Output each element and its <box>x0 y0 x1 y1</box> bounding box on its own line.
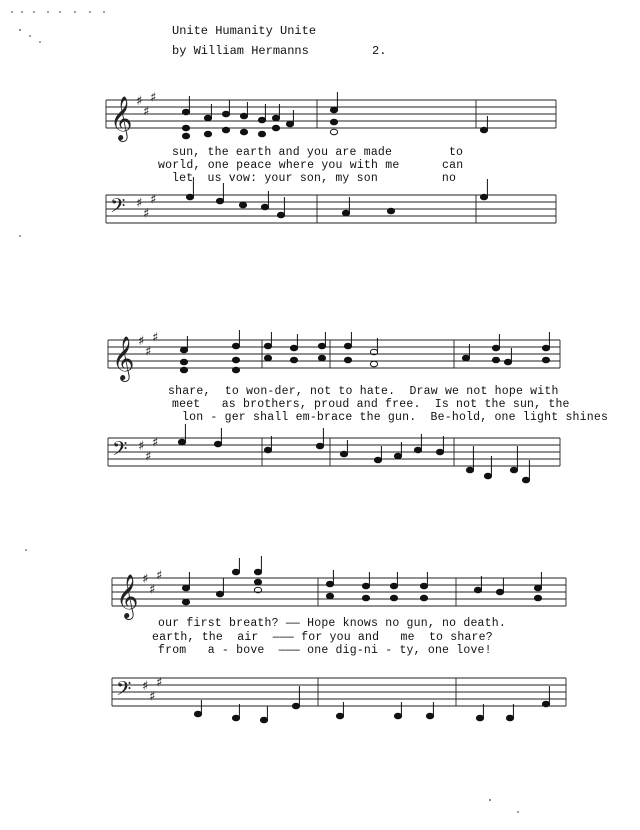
sharp-sign: ♯ <box>145 449 152 465</box>
note-head <box>216 198 223 204</box>
note-head <box>182 109 189 115</box>
note-head <box>254 569 261 575</box>
system-2-lyric-verse-1: share, to won-der, not to hate. Draw we not hope with <box>168 385 559 398</box>
note-head <box>232 569 239 575</box>
note-head <box>330 129 337 135</box>
note-head <box>264 355 271 361</box>
note-head <box>510 467 517 473</box>
note-head <box>260 717 267 723</box>
note-head <box>534 595 541 601</box>
note-head <box>194 711 201 717</box>
note-head <box>178 439 185 445</box>
note-head <box>182 585 189 591</box>
note-head <box>542 701 549 707</box>
note-head <box>390 583 397 589</box>
note-head <box>292 703 299 709</box>
sharp-sign: ♯ <box>149 582 156 598</box>
note-head <box>330 119 337 125</box>
sharp-sign: ♯ <box>136 196 143 211</box>
sharp-sign: ♯ <box>143 104 150 120</box>
note-head <box>182 133 189 139</box>
system-2-bass-staff <box>108 436 560 467</box>
note-head <box>480 127 487 133</box>
note-head <box>522 477 529 483</box>
note-head <box>496 589 503 595</box>
note-head <box>394 453 401 459</box>
bass-clef: 𝄢 <box>112 437 128 465</box>
note-head <box>232 357 239 363</box>
note-head <box>420 583 427 589</box>
note-head <box>258 117 265 123</box>
note-head <box>180 347 187 353</box>
system-1-bass-staff <box>106 193 556 224</box>
note-head <box>466 467 473 473</box>
note-head <box>180 359 187 365</box>
treble-clef: 𝄞 <box>112 336 135 380</box>
note-head <box>326 593 333 599</box>
sharp-sign: ♯ <box>142 679 149 694</box>
note-head <box>318 355 325 361</box>
note-head <box>506 715 513 721</box>
system-3-lyric-verse-1: our first breath? —— Hope knows no gun, no death. <box>158 617 506 630</box>
note-head <box>492 345 499 351</box>
sharp-sign: ♯ <box>150 192 157 208</box>
sharp-sign: ♯ <box>152 435 159 451</box>
note-head <box>258 131 265 137</box>
sharp-sign: ♯ <box>136 94 143 109</box>
note-head <box>344 343 351 349</box>
system-2-lyric-verse-2: meet as brothers, proud and free. Is not the sun, the <box>172 398 570 411</box>
note-head <box>336 713 343 719</box>
note-head <box>272 125 279 131</box>
note-head <box>420 595 427 601</box>
note-head <box>542 345 549 351</box>
note-head <box>232 367 239 373</box>
sharp-sign: ♯ <box>156 675 163 691</box>
note-head <box>222 111 229 117</box>
note-head <box>216 591 223 597</box>
note-head <box>264 343 271 349</box>
note-head <box>204 115 211 121</box>
sharp-sign: ♯ <box>150 90 157 106</box>
note-head <box>462 355 469 361</box>
note-head <box>232 343 239 349</box>
note-head <box>254 579 261 585</box>
sharp-sign: ♯ <box>145 344 152 360</box>
note-head <box>330 107 337 113</box>
note-head <box>474 587 481 593</box>
system-3-lyric-verse-2: earth, the air ——— for you and me to share? <box>152 631 493 644</box>
system-2-lyric-verse-3: lon - ger shall em-brace the gun. Be-hold, one light shines <box>182 411 609 424</box>
note-head <box>272 115 279 121</box>
page-number: 2. <box>372 44 387 58</box>
note-head <box>492 357 499 363</box>
song-title: Unite Humanity Unite <box>172 24 317 38</box>
sharp-sign: ♯ <box>142 572 149 587</box>
note-head <box>239 202 246 208</box>
note-head <box>326 581 333 587</box>
sharp-sign: ♯ <box>149 689 156 705</box>
note-head <box>180 367 187 373</box>
system-1-lyric-verse-3: let us vow: your son, my son no <box>172 172 457 185</box>
note-head <box>426 713 433 719</box>
note-head <box>318 343 325 349</box>
song-author: by William Hermanns <box>172 44 309 58</box>
treble-clef: 𝄞 <box>110 96 133 140</box>
note-head <box>476 715 483 721</box>
note-head <box>362 595 369 601</box>
system-3-bass-staff <box>112 676 566 707</box>
note-head <box>316 443 323 449</box>
note-head <box>286 121 293 127</box>
system-2-treble-staff <box>108 331 560 383</box>
sharp-sign: ♯ <box>152 330 159 346</box>
note-head <box>277 212 284 218</box>
note-head <box>414 447 421 453</box>
bass-clef: 𝄢 <box>110 194 126 222</box>
system-1-lyric-verse-2: world, one peace where you with me can <box>158 159 464 172</box>
treble-clef: 𝄞 <box>116 574 139 618</box>
system-3-lyric-verse-3: from a - bove ——— one dig-ni - ty, one love! <box>158 644 492 657</box>
note-head <box>504 359 511 365</box>
note-head <box>374 457 381 463</box>
note-head <box>436 449 443 455</box>
sharp-sign: ♯ <box>138 334 145 349</box>
bass-clef: 𝄢 <box>116 677 132 705</box>
sharp-sign: ♯ <box>138 439 145 454</box>
note-head <box>344 357 351 363</box>
note-head <box>480 194 487 200</box>
note-head <box>240 129 247 135</box>
note-head <box>387 208 394 214</box>
note-head <box>340 451 347 457</box>
system-3-bass-notes <box>194 686 549 723</box>
note-head <box>370 361 377 367</box>
note-head <box>342 210 349 216</box>
note-head <box>542 357 549 363</box>
note-head <box>290 357 297 363</box>
note-head <box>182 125 189 131</box>
note-head <box>534 585 541 591</box>
note-head <box>484 473 491 479</box>
note-head <box>390 595 397 601</box>
system-1-treble-notes <box>182 92 487 139</box>
system-3-treble-notes <box>182 556 541 605</box>
note-head <box>214 441 221 447</box>
note-head <box>290 345 297 351</box>
note-head <box>240 113 247 119</box>
system-2-treble-notes <box>180 330 549 373</box>
sharp-sign: ♯ <box>156 568 163 584</box>
note-head <box>261 204 268 210</box>
note-head <box>232 715 239 721</box>
note-head <box>394 713 401 719</box>
note-head <box>186 194 193 200</box>
note-head <box>264 447 271 453</box>
note-head <box>362 583 369 589</box>
sharp-sign: ♯ <box>143 206 150 222</box>
system-2-bass-notes <box>178 424 529 483</box>
note-head <box>204 131 211 137</box>
note-head <box>222 127 229 133</box>
system-1-lyric-verse-1: sun, the earth and you are made to <box>172 146 464 159</box>
note-head <box>182 599 189 605</box>
